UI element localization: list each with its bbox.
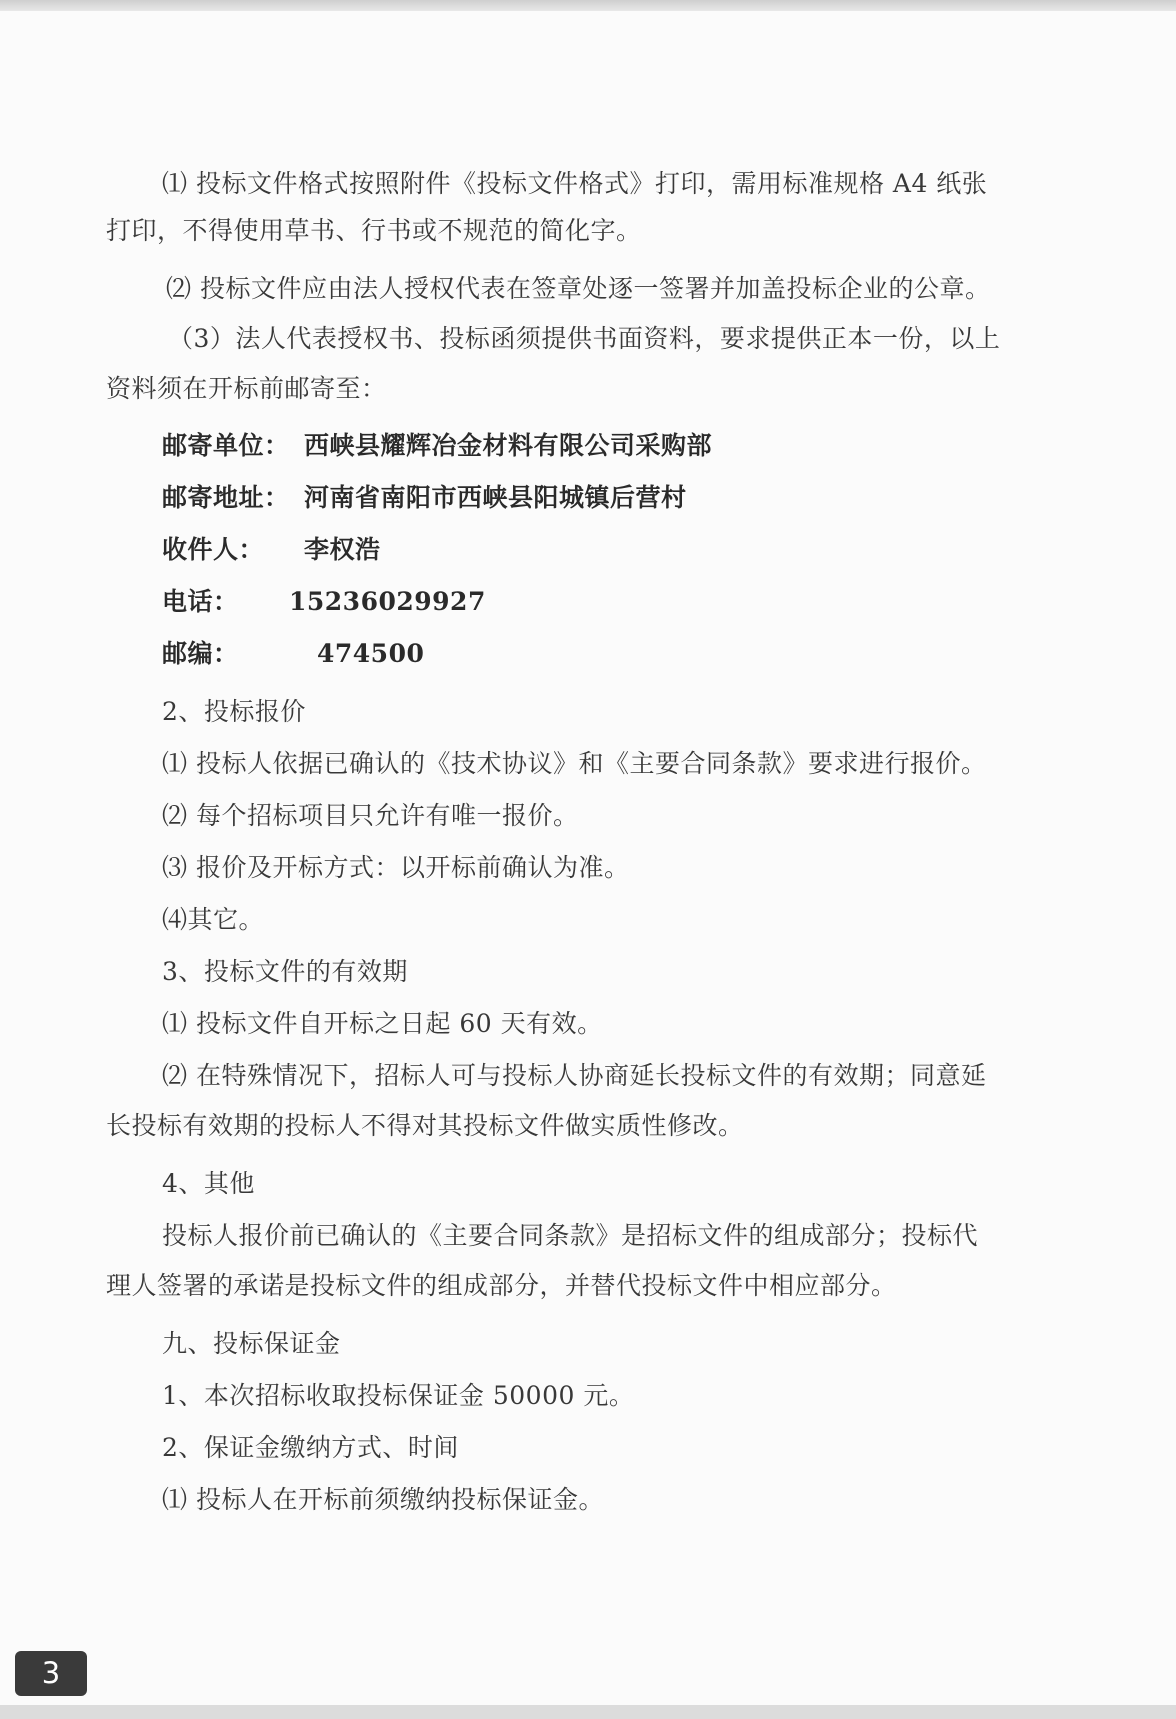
phone-label: 电话： [162, 587, 239, 616]
top-bar [0, 0, 1176, 11]
paragraph-other-1: 投标人报价前已确认的《主要合同条款》是招标文件的组成部分；投标代 [162, 1221, 979, 1250]
paragraph-format-requirement-2: 打印，不得使用草书、行书或不规范的简化字。 [106, 216, 642, 245]
postcode-value: 474500 [317, 639, 425, 668]
paragraph-deposit-3: ⑴ 投标人在开标前须缴纳投标保证金。 [162, 1485, 604, 1514]
mailing-unit-value: 西峡县耀辉冶金材料有限公司采购部 [304, 431, 713, 460]
recipient-value: 李权浩 [304, 535, 381, 564]
section-heading-deposit: 九、投标保证金 [162, 1329, 341, 1358]
document-page [0, 11, 1176, 1705]
paragraph-bid-price-3: ⑶ 报价及开标方式：以开标前确认为准。 [162, 853, 630, 882]
phone-value: 15236029927 [289, 587, 486, 616]
section-heading-validity: 3、投标文件的有效期 [162, 957, 408, 986]
paragraph-format-requirement-1: ⑴ 投标文件格式按照附件《投标文件格式》打印，需用标准规格 A4 纸张 [162, 169, 988, 198]
section-heading-other: 4、其他 [162, 1169, 255, 1198]
page-number-badge: 3 [15, 1651, 87, 1696]
bottom-bar [0, 1705, 1176, 1719]
paragraph-signature-requirement: ⑵ 投标文件应由法人授权代表在签章处逐一签署并加盖投标企业的公章。 [166, 274, 991, 303]
paragraph-deposit-1: 1、本次招标收取投标保证金 50000 元。 [162, 1381, 635, 1410]
mailing-address-label: 邮寄地址： [162, 483, 290, 512]
mailing-unit-label: 邮寄单位： [162, 431, 290, 460]
paragraph-bid-price-2: ⑵ 每个招标项目只允许有唯一报价。 [162, 801, 579, 830]
paragraph-validity-2a: ⑵ 在特殊情况下，招标人可与投标人协商延长投标文件的有效期；同意延 [162, 1061, 987, 1090]
paragraph-bid-price-1: ⑴ 投标人依据已确认的《技术协议》和《主要合同条款》要求进行报价。 [162, 749, 987, 778]
recipient-label: 收件人： [162, 535, 265, 564]
paragraph-bid-price-4: ⑷其它。 [162, 905, 265, 934]
paragraph-deposit-2: 2、保证金缴纳方式、时间 [162, 1433, 459, 1462]
paragraph-other-2: 理人签署的承诺是投标文件的组成部分，并替代投标文件中相应部分。 [106, 1271, 897, 1300]
section-heading-bid-price: 2、投标报价 [162, 697, 306, 726]
paragraph-mailing-requirement-1: （3）法人代表授权书、投标函须提供书面资料，要求提供正本一份，以上 [168, 324, 1001, 353]
paragraph-validity-1: ⑴ 投标文件自开标之日起 60 天有效。 [162, 1009, 603, 1038]
paragraph-validity-2b: 长投标有效期的投标人不得对其投标文件做实质性修改。 [106, 1111, 744, 1140]
mailing-address-value: 河南省南阳市西峡县阳城镇后营村 [304, 483, 687, 512]
paragraph-mailing-requirement-2: 资料须在开标前邮寄至： [106, 374, 387, 403]
postcode-label: 邮编： [162, 639, 239, 668]
